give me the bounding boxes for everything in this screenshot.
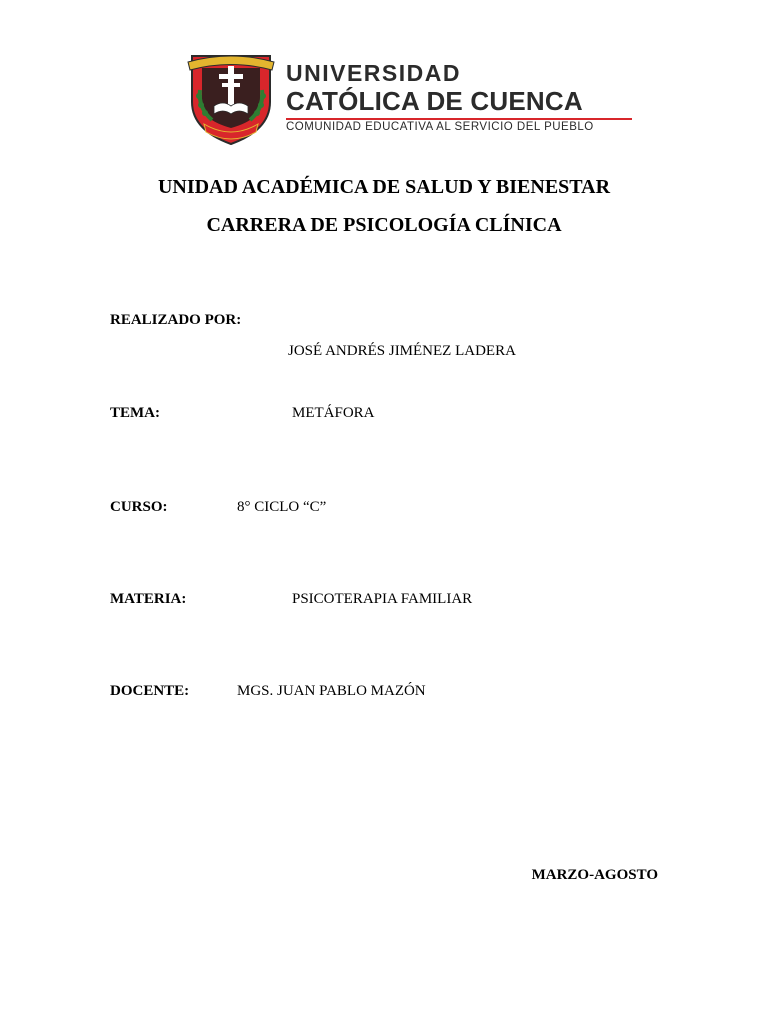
academic-unit-title: UNIDAD ACADÉMICA DE SALUD Y BIENESTAR	[157, 176, 611, 198]
logo-university-name: CATÓLICA DE CUENCA	[286, 86, 583, 116]
topic-value: METÁFORA	[292, 405, 375, 421]
logo-divider	[286, 118, 632, 120]
career-title: CARRERA DE PSICOLOGÍA CLÍNICA	[206, 214, 562, 236]
academic-period: MARZO-AGOSTO	[531, 867, 658, 883]
university-logo	[186, 50, 636, 146]
teacher-value: MGS. JUAN PABLO MAZÓN	[237, 683, 426, 699]
course-value: 8° CICLO “C”	[237, 499, 327, 515]
logo-university-text: UNIVERSIDAD	[286, 60, 461, 86]
teacher-label: DOCENTE:	[110, 683, 190, 699]
university-crest-icon	[186, 50, 276, 146]
course-label: CURSO:	[110, 499, 168, 515]
author-value: JOSÉ ANDRÉS JIMÉNEZ LADERA	[288, 343, 516, 359]
subject-value: PSICOTERAPIA FAMILIAR	[292, 591, 473, 607]
subject-label: MATERIA:	[110, 591, 187, 607]
topic-label: TEMA:	[110, 405, 160, 421]
author-label: REALIZADO POR:	[110, 312, 242, 328]
university-wordmark	[286, 60, 636, 140]
logo-tagline: COMUNIDAD EDUCATIVA AL SERVICIO DEL PUEBLO	[286, 121, 594, 133]
